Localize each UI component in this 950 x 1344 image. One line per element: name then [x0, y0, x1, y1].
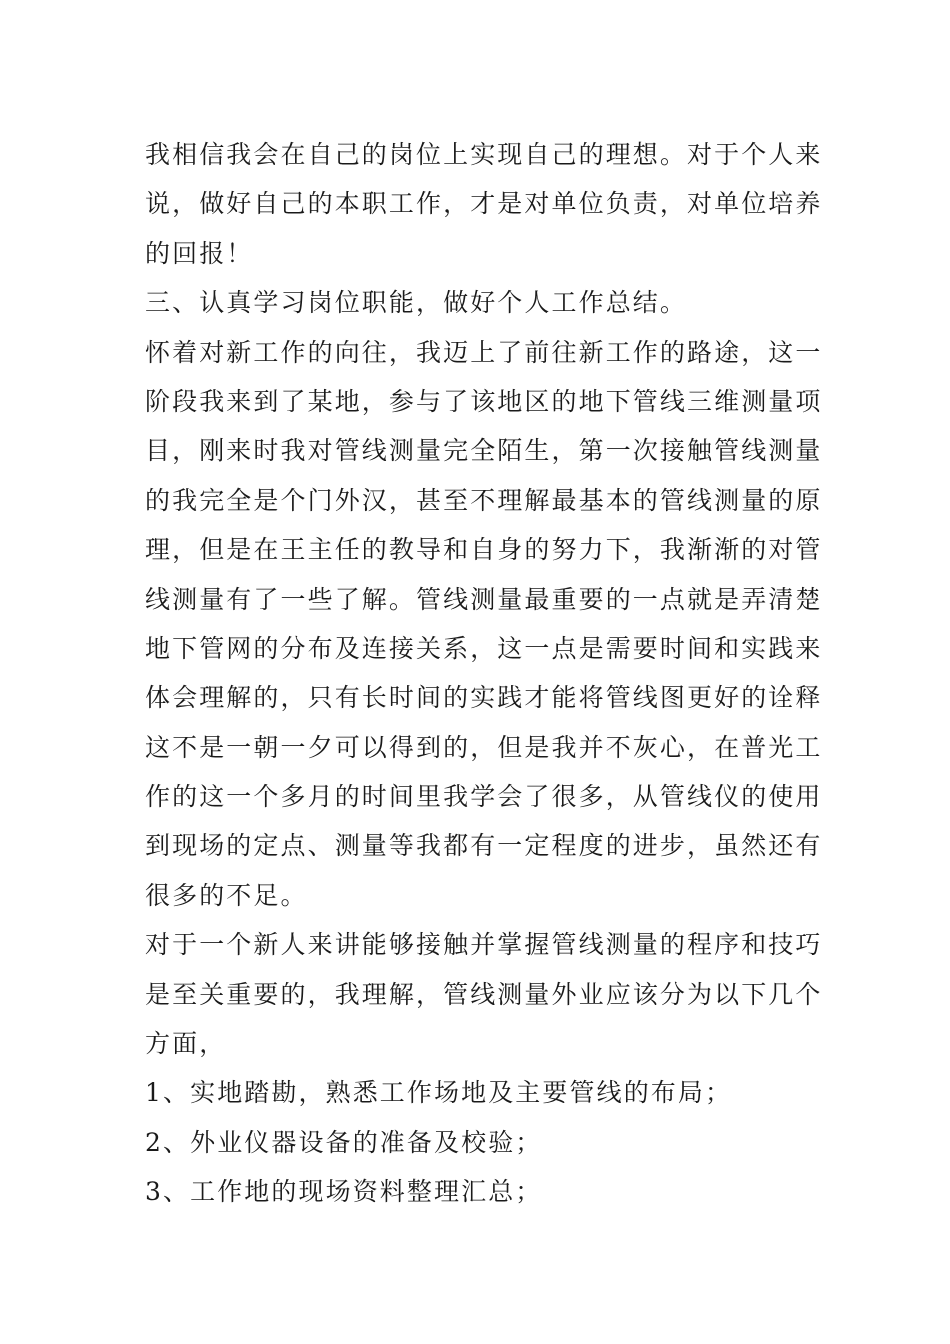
text-line: 体会理解的，只有长时间的实践才能将管线图更好的诠释 [145, 683, 823, 713]
text-line: 怀着对新工作的向往，我迈上了前往新工作的路途，这一 [145, 337, 823, 367]
text-line: 的我完全是个门外汉，甚至不理解最基本的管线测量的原 [145, 485, 823, 515]
list-item: 3、工作地的现场资料整理汇总； [145, 1177, 543, 1207]
text-line: 是至关重要的，我理解，管线测量外业应该分为以下几个 [145, 979, 823, 1009]
text-line: 的回报！ [145, 238, 254, 268]
list-item: 1、实地踏勘，熟悉工作场地及主要管线的布局； [145, 1078, 733, 1108]
text-line: 很多的不足。 [145, 880, 308, 910]
text-line: 线测量有了一些了解。管线测量最重要的一点就是弄清楚 [145, 584, 823, 614]
text-line: 这不是一朝一夕可以得到的，但是我并不灰心，在普光工 [145, 732, 823, 762]
section-heading: 三、认真学习岗位职能，做好个人工作总结。 [145, 288, 688, 318]
list-item: 2、外业仪器设备的准备及校验； [145, 1127, 543, 1157]
text-line: 我相信我会在自己的岗位上实现自己的理想。对于个人来 [145, 140, 823, 169]
text-line: 阶段我来到了某地，参与了该地区的地下管线三维测量项 [145, 386, 823, 416]
text-line: 方面， [145, 1029, 227, 1059]
text-line: 到现场的定点、测量等我都有一定程度的进步，虽然还有 [145, 831, 823, 861]
text-line: 地下管网的分布及连接关系，这一点是需要时间和实践来 [145, 633, 823, 663]
text-line: 作的这一个多月的时间里我学会了很多，从管线仪的使用 [145, 782, 823, 812]
text-line: 理，但是在王主任的教导和自身的努力下，我渐渐的对管 [145, 535, 823, 565]
text-line: 目，刚来时我对管线测量完全陌生，第一次接触管线测量 [145, 436, 823, 466]
body-text [145, 130, 823, 1217]
text-line: 说，做好自己的本职工作，才是对单位负责，对单位培养 [145, 189, 823, 219]
text-line: 对于一个新人来讲能够接触并掌握管线测量的程序和技巧 [145, 930, 823, 960]
